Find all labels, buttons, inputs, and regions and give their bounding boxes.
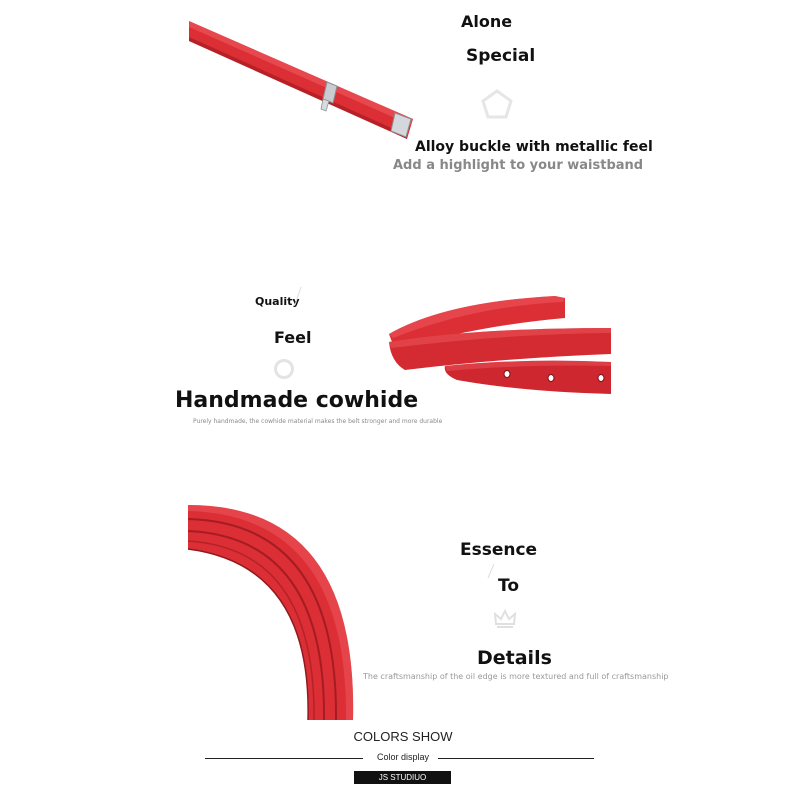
circle-icon	[272, 357, 296, 381]
cowhide-description: Purely handmade, the cowhide material makes the belt stronger and more durable	[193, 418, 443, 425]
buckle-feature-text: Alloy buckle with metallic feel	[415, 139, 653, 155]
details-label: Details	[477, 647, 552, 669]
divider-slash	[486, 563, 496, 579]
pentagon-icon	[480, 88, 514, 120]
handmade-cowhide-title: Handmade cowhide	[175, 388, 419, 413]
belt-strap-image	[185, 15, 425, 145]
quality-label: Quality	[255, 295, 300, 308]
crown-icon	[493, 608, 517, 630]
essence-label: Essence	[460, 540, 538, 560]
studio-label-badge: JS STUDIUO	[354, 771, 451, 784]
divider-slash	[293, 286, 303, 306]
coiled-belt-image	[385, 292, 615, 402]
belt-edge-closeup-image	[188, 505, 358, 720]
feel-label: Feel	[274, 328, 312, 347]
to-label: To	[498, 576, 520, 596]
buckle-description: Add a highlight to your waistband	[393, 158, 644, 173]
alone-label: Alone	[461, 12, 513, 31]
divider-right	[438, 758, 594, 759]
color-display-subtitle: Color display	[376, 752, 430, 762]
special-label: Special	[466, 46, 536, 66]
details-description: The craftsmanship of the oil edge is more textured and full of craftsmanship	[363, 672, 669, 681]
colors-show-heading: COLORS SHOW	[353, 729, 453, 744]
